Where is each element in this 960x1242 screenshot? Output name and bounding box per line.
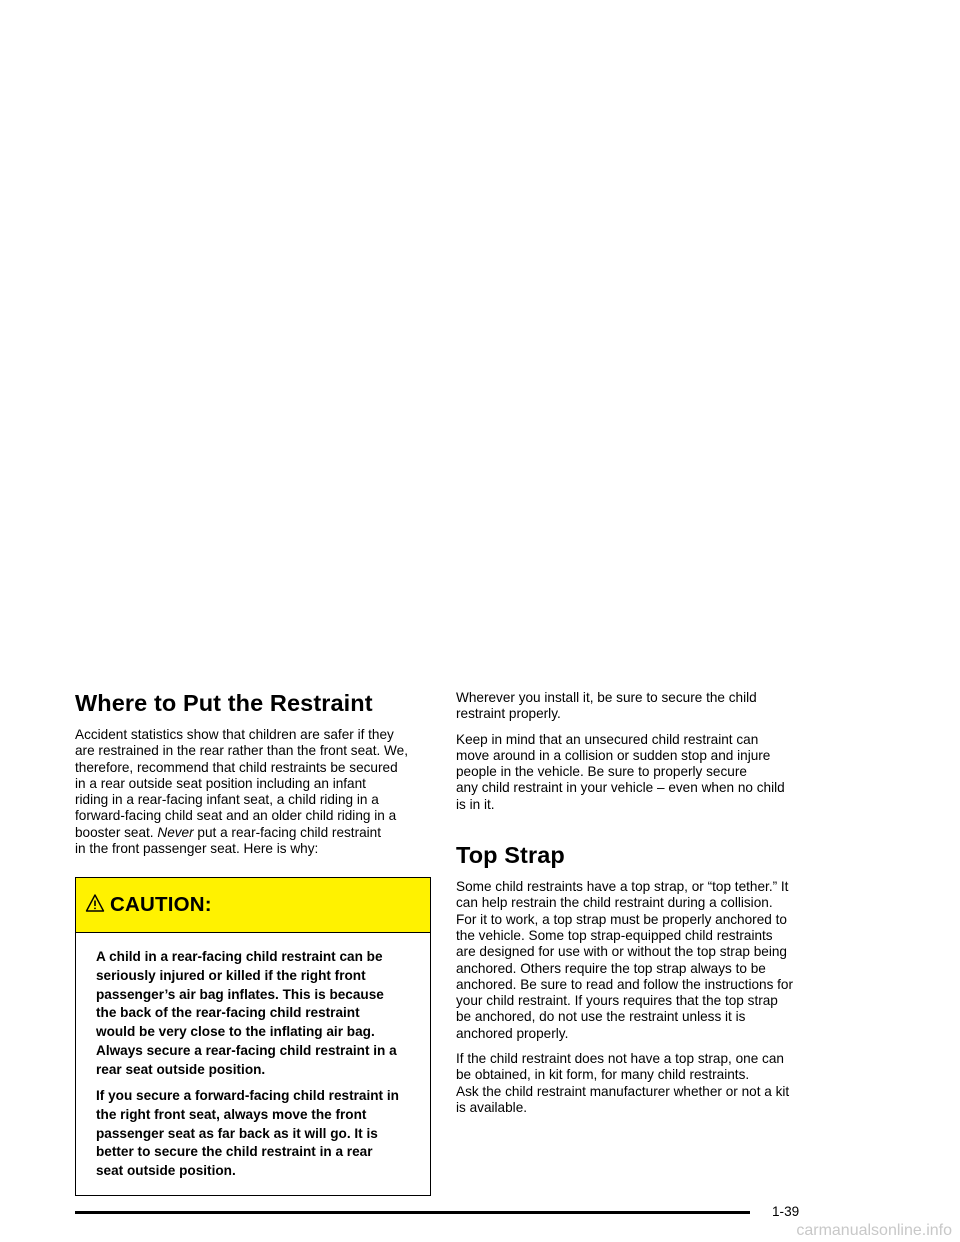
intro-text-end: put a rear-facing child restraint in the front passenger seat. Here is why:	[75, 824, 382, 857]
page-number: 1-39	[772, 1204, 800, 1219]
intro-paragraph	[75, 727, 433, 857]
caution-body	[76, 933, 430, 1194]
caution-paragraph-2: If you secure a forward-facing child restraint in the right front seat, always move the front passenger seat as far back as it will go. It is better to secure the child restraint in a rear seat outside position.	[96, 1088, 399, 1179]
left-column	[75, 688, 433, 1196]
unsecured-paragraph: Keep in mind that an unsecured child restraint can move around in a collision or sudden stop and injure people in the vehicle. Be sure to properly secure any child restraint in your vehicle – even when no child is in it.	[456, 731, 785, 812]
top-strap-paragraph: Some child restraints have a top strap, or “top tether.” It can help restrain the child restraint during a collision. For it to work, a top strap must be properly anchored to the vehicle. Some top strap-equipped child restraints are designed for use with or without the top strap being anchored. Others require the top strap always to be anchored. Be sure to read and follow the instructions for your child restraint. If yours requires that the top strap be anchored, do not use the restraint unless it is anchored properly.	[456, 879, 794, 1041]
intro-text-start: Accident statistics show that children are safer if they are restrained in the rear rather than the front seat. We, therefore, recommend that child restraints be secured in a rear outside seat position including an infant riding in a rear-facing infant seat, a child riding in a forward-facing child seat and an older child riding in a booster seat.	[75, 727, 408, 840]
install-paragraph: Wherever you install it, be sure to secure the child restraint properly.	[456, 690, 757, 722]
section-heading-where-to-put: Where to Put the Restraint	[75, 690, 373, 716]
kit-paragraph: If the child restraint does not have a top strap, one can be obtained, in kit form, for many child restraints. Ask the child restraint manufacturer whether or not a kit is available.	[456, 1051, 790, 1115]
right-column	[456, 690, 828, 1125]
caution-label: CAUTION:	[110, 893, 212, 917]
caution-triangle-icon	[85, 893, 105, 913]
caution-paragraph-1: A child in a rear-facing child restraint can be seriously injured or killed if the right front passenger’s air bag inflates. This is because the back of the rear-facing child restraint would be very close to the inflating air bag. Always secure a rear-facing child restraint in a rear seat outside position.	[96, 949, 397, 1077]
footer-rule	[75, 1211, 750, 1214]
section-spacer	[456, 822, 828, 840]
caution-header	[76, 878, 430, 933]
caution-box	[75, 877, 431, 1195]
intro-emphasis-never: Never	[157, 824, 194, 840]
watermark-text: carmanualsonline.info	[796, 1222, 952, 1239]
section-heading-top-strap: Top Strap	[456, 842, 565, 869]
